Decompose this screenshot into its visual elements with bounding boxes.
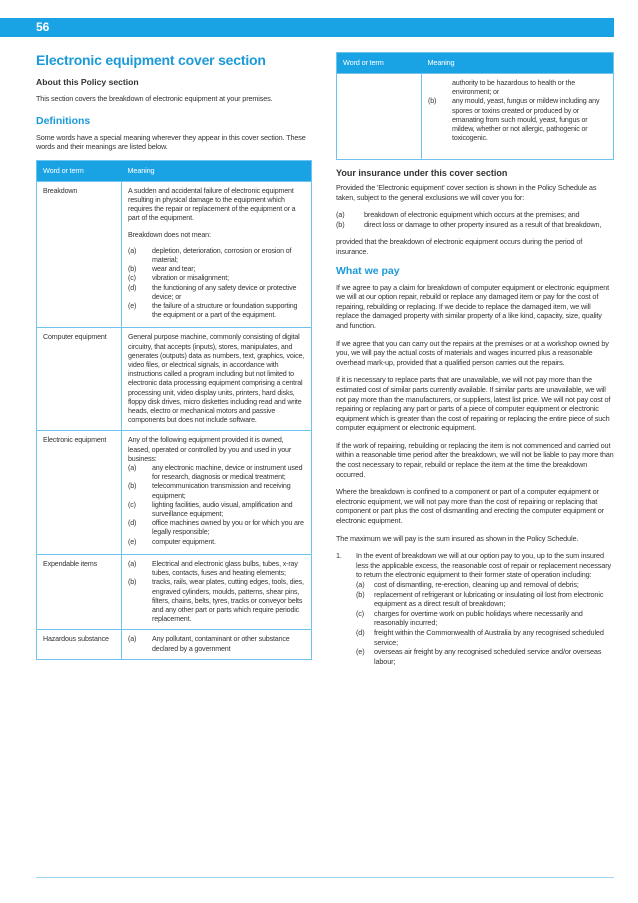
item-text: cost of dismantling, re-erection, cleaning up and removal of debris; [374,580,579,589]
item-text: charges for overtime work on public holidays where necessarily and reasonably incurred; [374,608,583,628]
table-row [37,431,312,554]
item-label: (e) [128,537,137,546]
list-item [128,560,305,578]
term-expendable: Expendable items [37,554,122,629]
meaning-hazardous-continued [422,74,614,160]
definitions-text: Some words have a special meaning wherever they appear in this cover section. These words and their meanings are listed below. [36,132,306,152]
about-text: This section covers the breakdown of electronic equipment at your premises. [36,94,273,103]
number-label: 1. [336,551,342,561]
header-meaning: Meaning [122,160,312,181]
item-label: (a) [336,210,345,220]
list-item [128,247,305,265]
list-item [128,284,305,302]
item-label: (e) [356,647,365,657]
item-text: direct loss or damage to other property insured as a result of that breakdown, [364,219,602,229]
table-header-row [37,160,312,181]
header-term: Word or term [37,160,122,181]
numbered-text: In the event of breakdown we will at our option pay to you, up to the sum insured less the applicable excess, the reasonable cost of repair or replacement necessary to return the electronic equipment to their former state of operation including: [356,551,611,580]
header-meaning: Meaning [422,53,614,74]
meaning-hazardous [122,630,312,659]
list-item [356,609,614,628]
item-text: any electronic machine, device or instrument used for research, diagnosis or medical treatment; [152,464,303,482]
list-item [128,274,305,283]
item-text: depletion, deterioration, corrosion or erosion of material; [152,246,292,264]
list-item [128,482,305,500]
meaning-text: Any of the following equipment provided it is owned, leased, operated or controlled by you and used in your business: [128,436,292,463]
paragraph: The maximum we will pay is the sum insured as shown in the Policy Schedule. [336,533,579,543]
electronic-list [128,464,305,547]
item-label: (a) [128,559,137,568]
item-text: computer equipment. [152,537,216,546]
term-empty [337,74,422,160]
section-title: Electronic equipment cover section [36,52,266,68]
item-label: (b) [128,578,137,587]
about-heading: About this Policy section [36,77,139,87]
list-item [128,538,305,547]
item-label: (d) [356,627,365,637]
meaning-computer: General purpose machine, commonly consisting of digital circuitry, that accepts (inputs), stores, manipulates, and generates (outputs) data as numbers, text, graphics, voice, video files, or electrical signals, in accordance with instructions called a program including but not limited to electronic data processing equipment comprising a central processing unit, video display units, printers, hard disks, floppy disk drives, micro diskettes including read and write heads, electro or mechanical motors and passive components but does not include software. [122,328,312,431]
paragraph: If the work of repairing, rebuilding or replacing the item is not commenced and carried out within a reasonable time period after the breakdown, we will not be liable to pay more than the cost necessary to repair, rebuild or replace the item at the time the breakdown occurred. [336,440,614,479]
item-text: overseas air freight by any recognised scheduled service and/or overseas labour; [374,647,602,666]
item-text: breakdown of electronic equipment which occurs at the premises; and [364,210,580,220]
item-text: the failure of a structure or foundation supporting the equipment or a part of the equipment. [152,302,298,320]
table-row [37,554,312,629]
list-item [128,578,305,624]
item-text: wear and tear; [152,265,196,274]
insurance-heading: Your insurance under this cover section [336,168,508,178]
item-label: (d) [128,519,137,528]
list-item [428,79,607,97]
item-text: authority to be hazardous to health or the environment; or [452,79,576,97]
list-item [128,464,305,482]
insurance-text: Provided the 'Electronic equipment' cover section is shown in the Policy Schedule as taken, subject to the general exclusions we will cover you for: [336,183,597,202]
item-text: telecommunication transmission and receiving equipment; [152,482,291,500]
paragraph: If we agree to pay a claim for breakdown of computer equipment or electronic equipment we will at our option repair, rebuild or replace any damaged item or pay for the cost of repairing, rebuilding or replacing. If we decide to replace the damaged item, we will replace the damaged property with similar property of a like kind, capacity, size, quality and function. [336,282,610,330]
meaning-electronic [122,431,312,554]
item-label: (c) [356,608,365,618]
list-item [356,590,614,609]
definitions-heading: Definitions [36,114,91,127]
insurance-list [336,210,614,229]
paragraph: If we agree that you can carry out the repairs at the premises or at a workshop owned by you, we will pay the actual costs of materials and wages incurred plus a reasonable overhead mark-up, provided that a qualified person carries out the repairs. [336,338,609,367]
numbered-content [356,551,614,666]
header-term: Word or term [337,53,422,74]
definitions-table-continued [336,52,614,160]
list-item [128,519,305,537]
numbered-item [336,551,614,666]
list-item [128,265,305,274]
list-item [128,302,305,320]
item-text: freight within the Commonwealth of Australia by any recognised scheduled service; [374,627,604,647]
breakdown-list [128,247,305,321]
term-breakdown: Breakdown [37,181,122,328]
what-we-pay-heading: What we pay [336,264,400,277]
table-row [37,181,312,328]
page-number-bar [0,18,614,37]
left-column [36,52,312,660]
item-text: Electrical and electronic glass bulbs, tubes, x-ray tubes, contacts, fuses and heating elements; [152,559,298,578]
item-label: (a) [128,635,137,644]
table-row [37,328,312,431]
term-electronic: Electronic equipment [37,431,122,554]
definitions-table [36,160,312,660]
footer-divider [36,877,614,878]
item-text: the functioning of any safety device or protective device; or [152,283,297,301]
item-label: (b) [428,97,437,106]
list-item [336,210,614,220]
list-item [356,580,614,590]
list-item [336,220,614,230]
item-text: vibration or misalignment; [152,274,229,283]
item-text: lighting facilities, audio visual, amplification and surveillance equipment; [152,500,293,519]
item-label: (b) [356,589,365,599]
meaning-text: A sudden and accidental failure of electronic equipment resulting in physical damage to the equipment which requires the repair or replacement of the equipment or a part of the equipment. [128,186,296,223]
list-item [356,647,614,666]
item-label: (b) [336,219,345,229]
meaning-expendable [122,554,312,629]
table-header-row [337,53,614,74]
item-text: office machines owned by you or for which you are legally responsible; [152,519,304,537]
item-label: (a) [128,246,137,255]
table-row [37,630,312,659]
item-label: (a) [356,580,365,589]
item-text: tracks, rails, wear plates, cutting edges, tools, dies, engraved cylinders, moulds, patterns, shear pins, filters, chains, belts, tyres, tracks or conveyor belts and any other part or parts which require periodic replacement. [152,578,304,624]
item-label: (c) [128,274,136,283]
list-item [356,628,614,647]
list-item [428,97,607,143]
not-mean-text: Breakdown does not mean: [128,230,211,239]
paragraph: Where the breakdown is confined to a component or part of a computer equipment or electronic equipment, we will not pay more than the cost of repairing or replacing that component or part plus the cost of dismantling and erecting the computer equipment or electronic equipment. [336,487,604,526]
right-column [336,52,614,666]
page-number: 56 [36,20,50,34]
item-label: (e) [128,302,137,311]
term-hazardous: Hazardous substance [37,630,122,659]
list-item [128,501,305,519]
item-label [428,79,452,97]
item-label: (d) [128,283,137,292]
item-text: any mould, yeast, fungus or mildew including any spores or toxins created or produced by or emanating from such mould, yeast, fungus or mildew, whether or not allergic, pathogenic or toxicogenic. [452,97,600,143]
insurance-provided-text: provided that the breakdown of electronic equipment occurs during the period of insurance. [336,237,583,256]
item-label: (a) [128,464,137,473]
item-label: (b) [128,482,137,491]
list-item [128,635,305,653]
item-text: Any pollutant, contaminant or other substance declared by a government [152,635,290,653]
meaning-breakdown [122,181,312,328]
paragraph: If it is necessary to replace parts that are unavailable, we will not pay more than the estimated cost of similar parts currently available. If similar parts are unavailable, we will not pay more than the manufacturers, or suppliers, latest list price. We will not pay cost of repairing or replacing any part or parts of a piece of computer equipment or electronic equipment which is greater than the cost of repairing or replacing the entire piece of such computer equipment or electronic equipment. [336,375,611,433]
table-row [337,74,614,160]
item-text: replacement of refrigerant or lubricating or insulating oil lost from electronic equipment as a direct result of breakdown; [374,589,604,609]
term-computer: Computer equipment [37,328,122,431]
item-label: (b) [128,265,137,274]
item-label: (c) [128,500,136,509]
